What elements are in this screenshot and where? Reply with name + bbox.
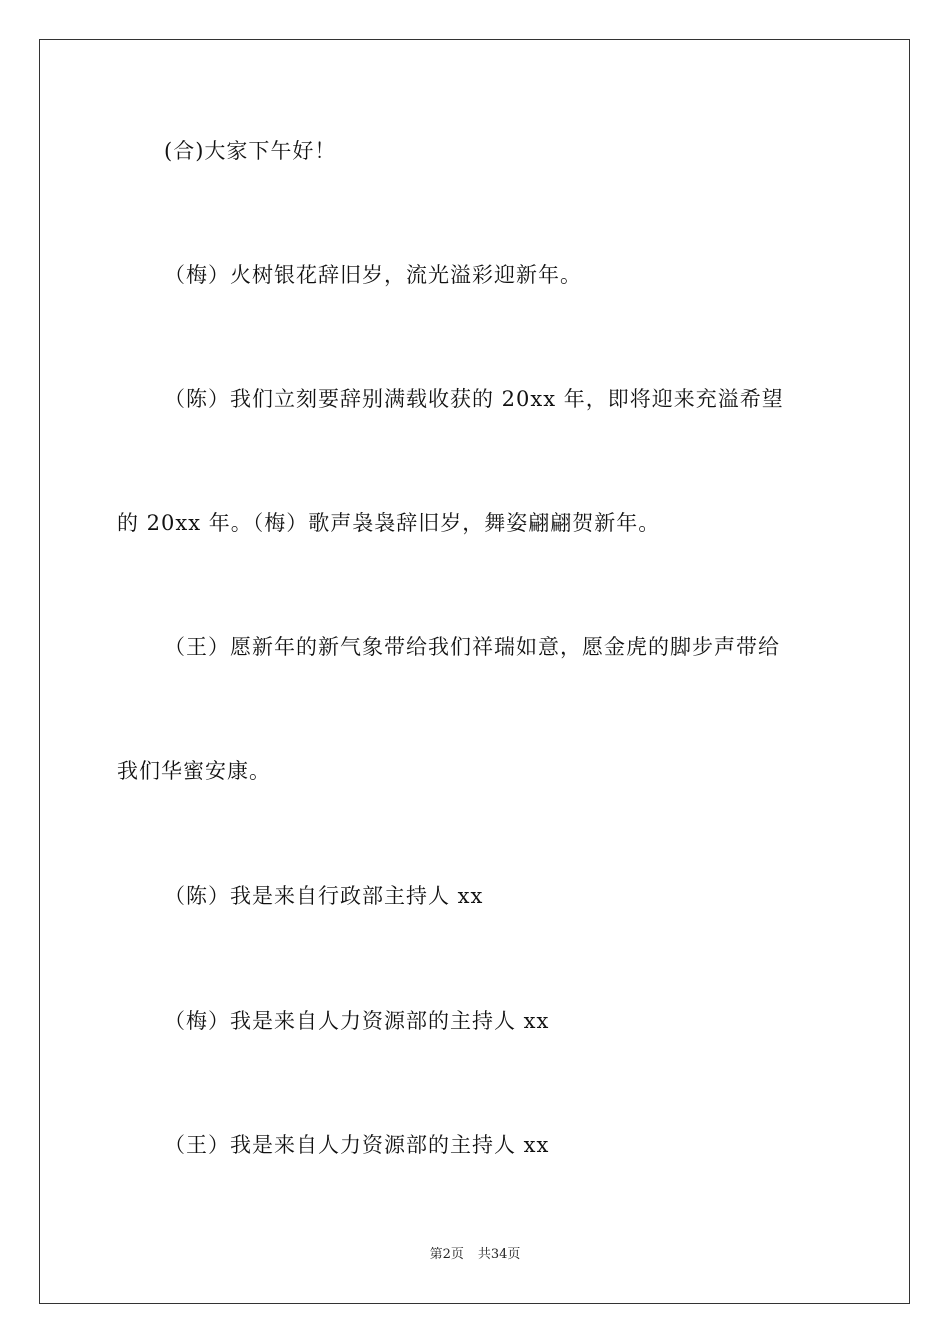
page-footer xyxy=(0,1246,950,1264)
document-line: 我们华蜜安康。 xyxy=(117,759,271,783)
document-line: （陈）我是来自行政部主持人 xx xyxy=(164,884,484,908)
page-border xyxy=(39,39,910,1304)
document-line: （梅）火树银花辞旧岁，流光溢彩迎新年。 xyxy=(164,263,582,287)
document-line: （陈）我们立刻要辞别满载收获的 20xx 年，即将迎来充溢希望 xyxy=(164,387,784,411)
page-number: 第2页 xyxy=(429,1247,464,1262)
document-line: （梅）我是来自人力资源部的主持人 xx xyxy=(164,1009,550,1033)
document-line: 的 20xx 年。（梅）歌声袅袅辞旧岁，舞姿翩翩贺新年。 xyxy=(117,511,661,535)
page-total: 共34页 xyxy=(477,1247,521,1262)
document-line: （王）愿新年的新气象带给我们祥瑞如意，愿金虎的脚步声带给 xyxy=(164,635,780,659)
document-line: (合)大家下午好！ xyxy=(164,139,337,163)
document-line: （王）我是来自人力资源部的主持人 xx xyxy=(164,1133,550,1157)
